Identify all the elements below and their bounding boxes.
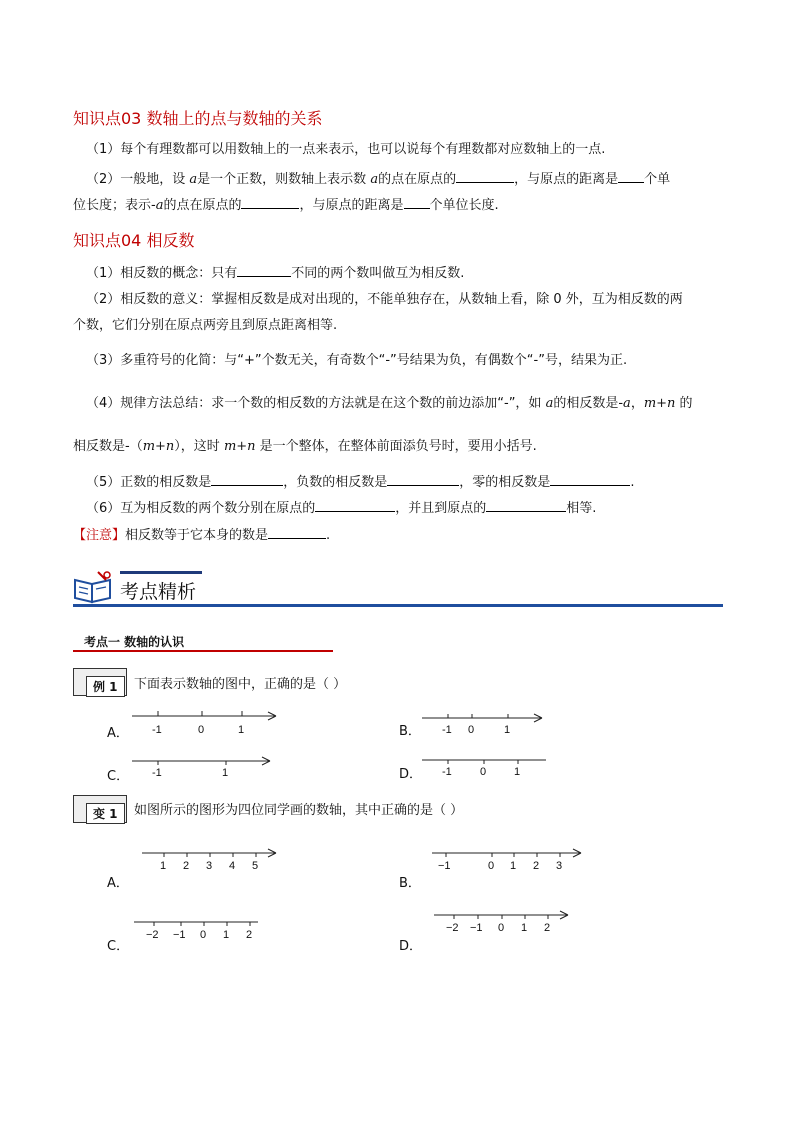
kp04-line7 — [86, 472, 634, 492]
number-line-vd — [432, 907, 572, 935]
var-a: a — [189, 172, 198, 187]
answer-blank[interactable] — [268, 525, 326, 539]
var-a: a — [370, 172, 379, 187]
text: ），这时 — [174, 439, 224, 454]
subsection-rule — [73, 650, 333, 652]
title-accent-rule — [120, 571, 202, 574]
answer-blank[interactable] — [550, 472, 630, 486]
tick-label: 2 — [533, 860, 540, 872]
text: 相等. — [566, 501, 597, 516]
tick-label: 0 — [480, 766, 487, 778]
tick-label: 0 — [488, 860, 495, 872]
kp04-line2: （2）相反数的意义：掌握相反数是成对出现的，不能单独存在，从数轴上看，除 0 外，互为相反数的两 — [86, 292, 683, 307]
tick-label: 2 — [183, 860, 190, 872]
option-d-label[interactable]: D． — [399, 939, 423, 954]
option-c-label[interactable]: C． — [107, 769, 130, 784]
text: 的相反数是- — [553, 396, 624, 411]
option-c-label[interactable]: C． — [107, 939, 130, 954]
kp03-heading: 知识点03 数轴上的点与数轴的关系 — [73, 109, 323, 128]
variant-question: 如图所示的图形为四位同学画的数轴，其中正确的是（ ） — [134, 803, 464, 818]
number-line-c — [130, 753, 275, 783]
answer-blank[interactable] — [241, 195, 299, 209]
text: ，零的相反数是 — [459, 475, 551, 490]
answer-blank[interactable] — [211, 472, 283, 486]
kp04-line4: （3）多重符号的化简：与“+”个数无关，有奇数个“-”号结果为负，有偶数个“-”号，结果为正. — [86, 353, 628, 368]
text: 个单位长度. — [429, 198, 499, 213]
answer-blank[interactable] — [618, 169, 644, 183]
text: ，负数的相反数是 — [283, 475, 388, 490]
kp04-line5 — [86, 395, 693, 413]
tick-label: −1 — [438, 860, 451, 872]
answer-blank[interactable] — [387, 472, 459, 486]
tick-label: 1 — [160, 860, 167, 872]
note-tag: 【注意】 — [73, 528, 126, 543]
example-tag: 例 1 — [86, 676, 125, 697]
tick-label: −2 — [146, 929, 159, 941]
tick-label: −1 — [173, 929, 186, 941]
text: 相反数是-（ — [73, 439, 143, 454]
text: 的 — [675, 396, 693, 411]
var-a: a — [623, 396, 631, 411]
tick-label: 4 — [229, 860, 236, 872]
answer-blank[interactable] — [486, 498, 566, 512]
expr-mn: m+n — [142, 439, 175, 454]
tick-label: 1 — [504, 724, 511, 736]
text: ， — [630, 396, 644, 411]
tick-label: 1 — [223, 929, 230, 941]
tick-label: −1 — [470, 922, 483, 934]
text: 相反数等于它本身的数是 — [125, 528, 269, 543]
text: 是一个正数，则数轴上表示数 — [197, 172, 371, 187]
kp03-line3 — [73, 195, 499, 215]
text: （1）相反数的概念：只有 — [86, 266, 238, 281]
tick-label: -1 — [442, 766, 452, 778]
tick-label: 1 — [222, 767, 229, 779]
tick-label: 0 — [468, 724, 475, 736]
kp04-heading: 知识点04 相反数 — [73, 231, 195, 250]
text: ，与原点的距离是 — [299, 198, 404, 213]
example-question: 下面表示数轴的图中，正确的是（ ） — [134, 677, 347, 692]
section-title: 考点精析 — [120, 581, 197, 603]
tick-label: 2 — [544, 922, 551, 934]
text: 是一个整体，在整体前面添负号时，要用小括号. — [255, 439, 537, 454]
subsection-title: 考点一 数轴的认识 — [84, 635, 185, 649]
text: （4）规律方法总结：求一个数的相反数的方法就是在这个数的前边添加“-”，如 — [86, 396, 546, 411]
tick-label: 0 — [498, 922, 505, 934]
option-a-label[interactable]: A． — [107, 876, 129, 891]
text: （6）互为相反数的两个数分别在原点的 — [86, 501, 316, 516]
text: 的点在原点的 — [163, 198, 242, 213]
number-line-b — [420, 706, 550, 740]
text: ，并且到原点的 — [395, 501, 487, 516]
tick-label: −2 — [446, 922, 459, 934]
answer-blank[interactable] — [237, 263, 291, 277]
option-b-label[interactable]: B． — [399, 876, 421, 891]
text: ，与原点的距离是 — [514, 172, 619, 187]
text: （2）一般地，设 — [86, 172, 190, 187]
answer-blank[interactable] — [315, 498, 395, 512]
kp04-note — [73, 525, 330, 545]
var-a: a — [155, 198, 164, 213]
kp04-line3: 个数，它们分别在原点两旁且到原点距离相等. — [73, 318, 338, 333]
option-d-label[interactable]: D． — [399, 767, 423, 782]
tick-label: 1 — [510, 860, 517, 872]
kp03-line2 — [86, 169, 670, 189]
tick-label: 3 — [556, 860, 563, 872]
text: 的点在原点的 — [378, 172, 457, 187]
text: . — [326, 528, 331, 543]
kp04-line8 — [86, 498, 596, 518]
tick-label: 1 — [238, 724, 245, 736]
text: 不同的两个数叫做互为相反数. — [291, 266, 465, 281]
variant-tag: 变 1 — [86, 803, 125, 824]
var-a: a — [545, 396, 554, 411]
kp04-line1 — [86, 263, 464, 283]
text: （5）正数的相反数是 — [86, 475, 212, 490]
tick-label: 2 — [246, 929, 253, 941]
option-b-label[interactable]: B． — [399, 724, 421, 739]
answer-blank[interactable] — [404, 195, 430, 209]
tick-label: -1 — [152, 724, 162, 736]
tick-label: 1 — [521, 922, 528, 934]
number-line-va — [140, 845, 280, 873]
option-a-label[interactable]: A． — [107, 726, 129, 741]
tick-label: 0 — [198, 724, 205, 736]
book-icon — [72, 570, 116, 604]
expr-mn: m+n — [223, 439, 256, 454]
text: . — [630, 475, 635, 490]
tick-label: 5 — [252, 860, 259, 872]
answer-blank[interactable] — [456, 169, 514, 183]
number-line-d — [420, 752, 550, 782]
tick-label: 1 — [514, 766, 521, 778]
expr-mn: m+n — [643, 396, 676, 411]
text: 个单 — [644, 172, 671, 187]
section-rule — [73, 604, 723, 607]
number-line-vb — [430, 845, 585, 873]
number-line-vc — [132, 914, 262, 942]
tick-label: 3 — [206, 860, 213, 872]
text: 位长度；表示- — [73, 198, 156, 213]
tick-label: -1 — [442, 724, 452, 736]
kp04-line6 — [73, 438, 537, 456]
tick-label: -1 — [152, 767, 162, 779]
tick-label: 0 — [200, 929, 207, 941]
kp03-line1: （1）每个有理数都可以用数轴上的一点来表示，也可以说每个有理数都对应数轴上的一点. — [86, 142, 606, 157]
number-line-a — [130, 706, 280, 740]
